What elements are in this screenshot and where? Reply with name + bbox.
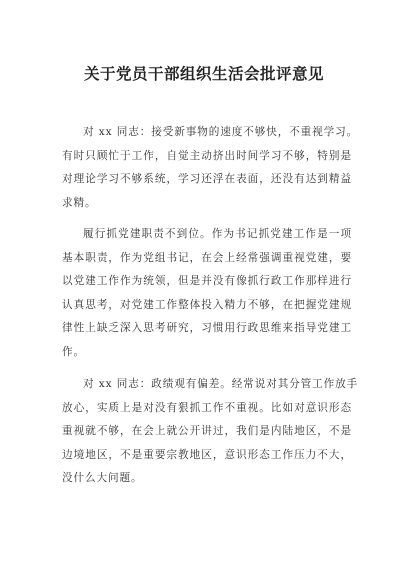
paragraph-line: 以党建工作作为统领，但是并没有像抓行政工作那样进行: [62, 275, 352, 287]
paragraph-line: 重视就不够，在会上就公开讲过，我们是内陆地区，不是: [62, 425, 352, 437]
paragraph-2: [62, 223, 352, 364]
paragraph-line: 求精。: [62, 196, 97, 209]
paragraph-line: 没什么大问题。: [62, 472, 143, 484]
paragraph-line: 对 xx 同志：政绩观有偏差。经常说对其分管工作放手: [83, 378, 359, 390]
paragraph-line: 认真思考，对党建工作整体投入精力不够，在把握党建规: [62, 298, 352, 311]
document-title: 关于党员干部组织生活会批评意见: [83, 65, 324, 83]
paragraph-1: [62, 121, 359, 215]
paragraph-line: 对 xx 同志：接受新事物的速度不够快，不重视学习。: [83, 126, 359, 138]
paragraph-line: 放心，实质上是对没有狠抓工作不重视。比如对意识形态: [62, 401, 352, 414]
paragraph-line: 作。: [62, 345, 85, 358]
paragraph-line: 对理论学习不够系统，学习还浮在表面，还没有达到精益: [62, 173, 352, 185]
paragraph-line: 边境地区，不是重要宗教地区，意识形态工作压力不大，: [62, 448, 352, 461]
paragraph-line: 基本职责，作为党组书记，在会上经常强调重视党建，要: [62, 251, 352, 264]
paragraph-3: [62, 373, 359, 491]
paragraph-line: 律性上缺乏深入思考研究，习惯用行政思维来指导党建工: [62, 322, 352, 334]
paragraph-line: 履行抓党建职责不到位。作为书记抓党建工作是一项: [83, 228, 352, 240]
paragraph-line: 有时只顾忙于工作，自觉主动挤出时间学习不够，特别是: [62, 149, 352, 162]
